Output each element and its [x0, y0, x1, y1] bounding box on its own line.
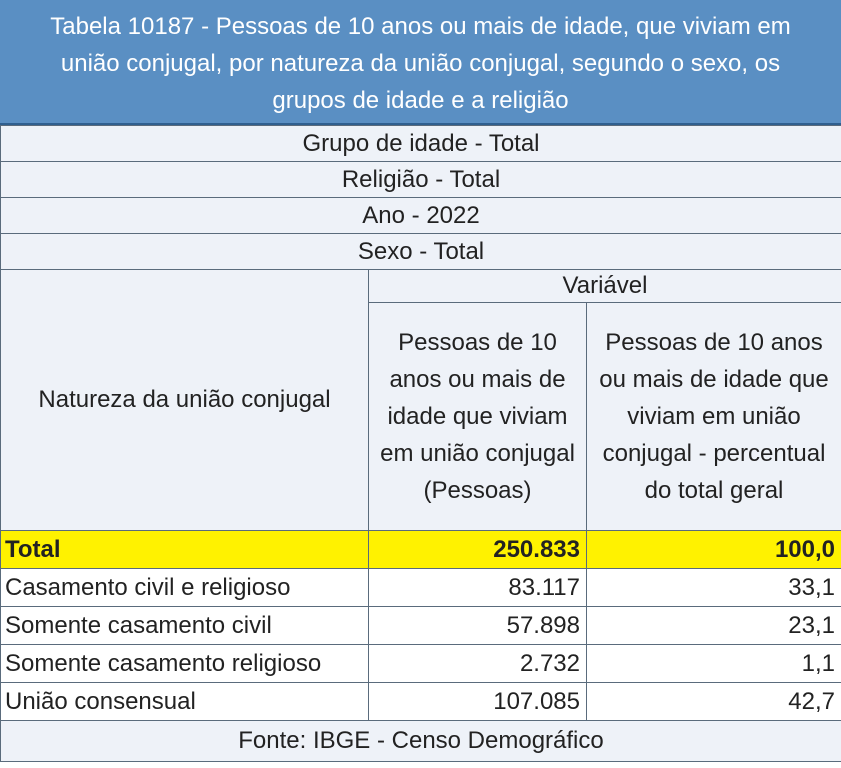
table-title: Tabela 10187 - Pessoas de 10 anos ou mais de idade, que viviam em união conjugal, por natureza da união conjugal, segundo o sexo, os grupos de idade e a religião [0, 0, 841, 125]
row-percentual: 42,7 [587, 683, 841, 721]
filter-ano: Ano - 2022 [1, 198, 841, 234]
row-percentual: 1,1 [587, 645, 841, 683]
filter-sexo: Sexo - Total [1, 234, 841, 270]
total-percentual: 100,0 [587, 531, 841, 569]
filter-grupo-idade: Grupo de idade - Total [1, 126, 841, 162]
total-pessoas: 250.833 [369, 531, 587, 569]
row-pessoas: 2.732 [369, 645, 587, 683]
row-label: Somente casamento civil [1, 607, 369, 645]
data-table [0, 125, 841, 762]
variavel-header: Variável [369, 270, 841, 303]
row-label: Somente casamento religioso [1, 645, 369, 683]
table-row [1, 645, 841, 683]
table-row-total [1, 531, 841, 569]
column-header-percentual: Pessoas de 10 anos ou mais de idade que viviam em união conjugal - percentual do total geral [587, 303, 841, 531]
table-row [1, 683, 841, 721]
row-label: Casamento civil e religioso [1, 569, 369, 607]
column-header-pessoas: Pessoas de 10 anos ou mais de idade que viviam em união conjugal (Pessoas) [369, 303, 587, 531]
row-percentual: 33,1 [587, 569, 841, 607]
table-source: Fonte: IBGE - Censo Demográfico [1, 721, 841, 762]
table-row [1, 569, 841, 607]
row-label: União consensual [1, 683, 369, 721]
row-pessoas: 107.085 [369, 683, 587, 721]
row-header-natureza: Natureza da união conjugal [1, 270, 369, 531]
filter-religiao: Religião - Total [1, 162, 841, 198]
table-row [1, 607, 841, 645]
total-label: Total [1, 531, 369, 569]
row-pessoas: 83.117 [369, 569, 587, 607]
row-percentual: 23,1 [587, 607, 841, 645]
row-pessoas: 57.898 [369, 607, 587, 645]
